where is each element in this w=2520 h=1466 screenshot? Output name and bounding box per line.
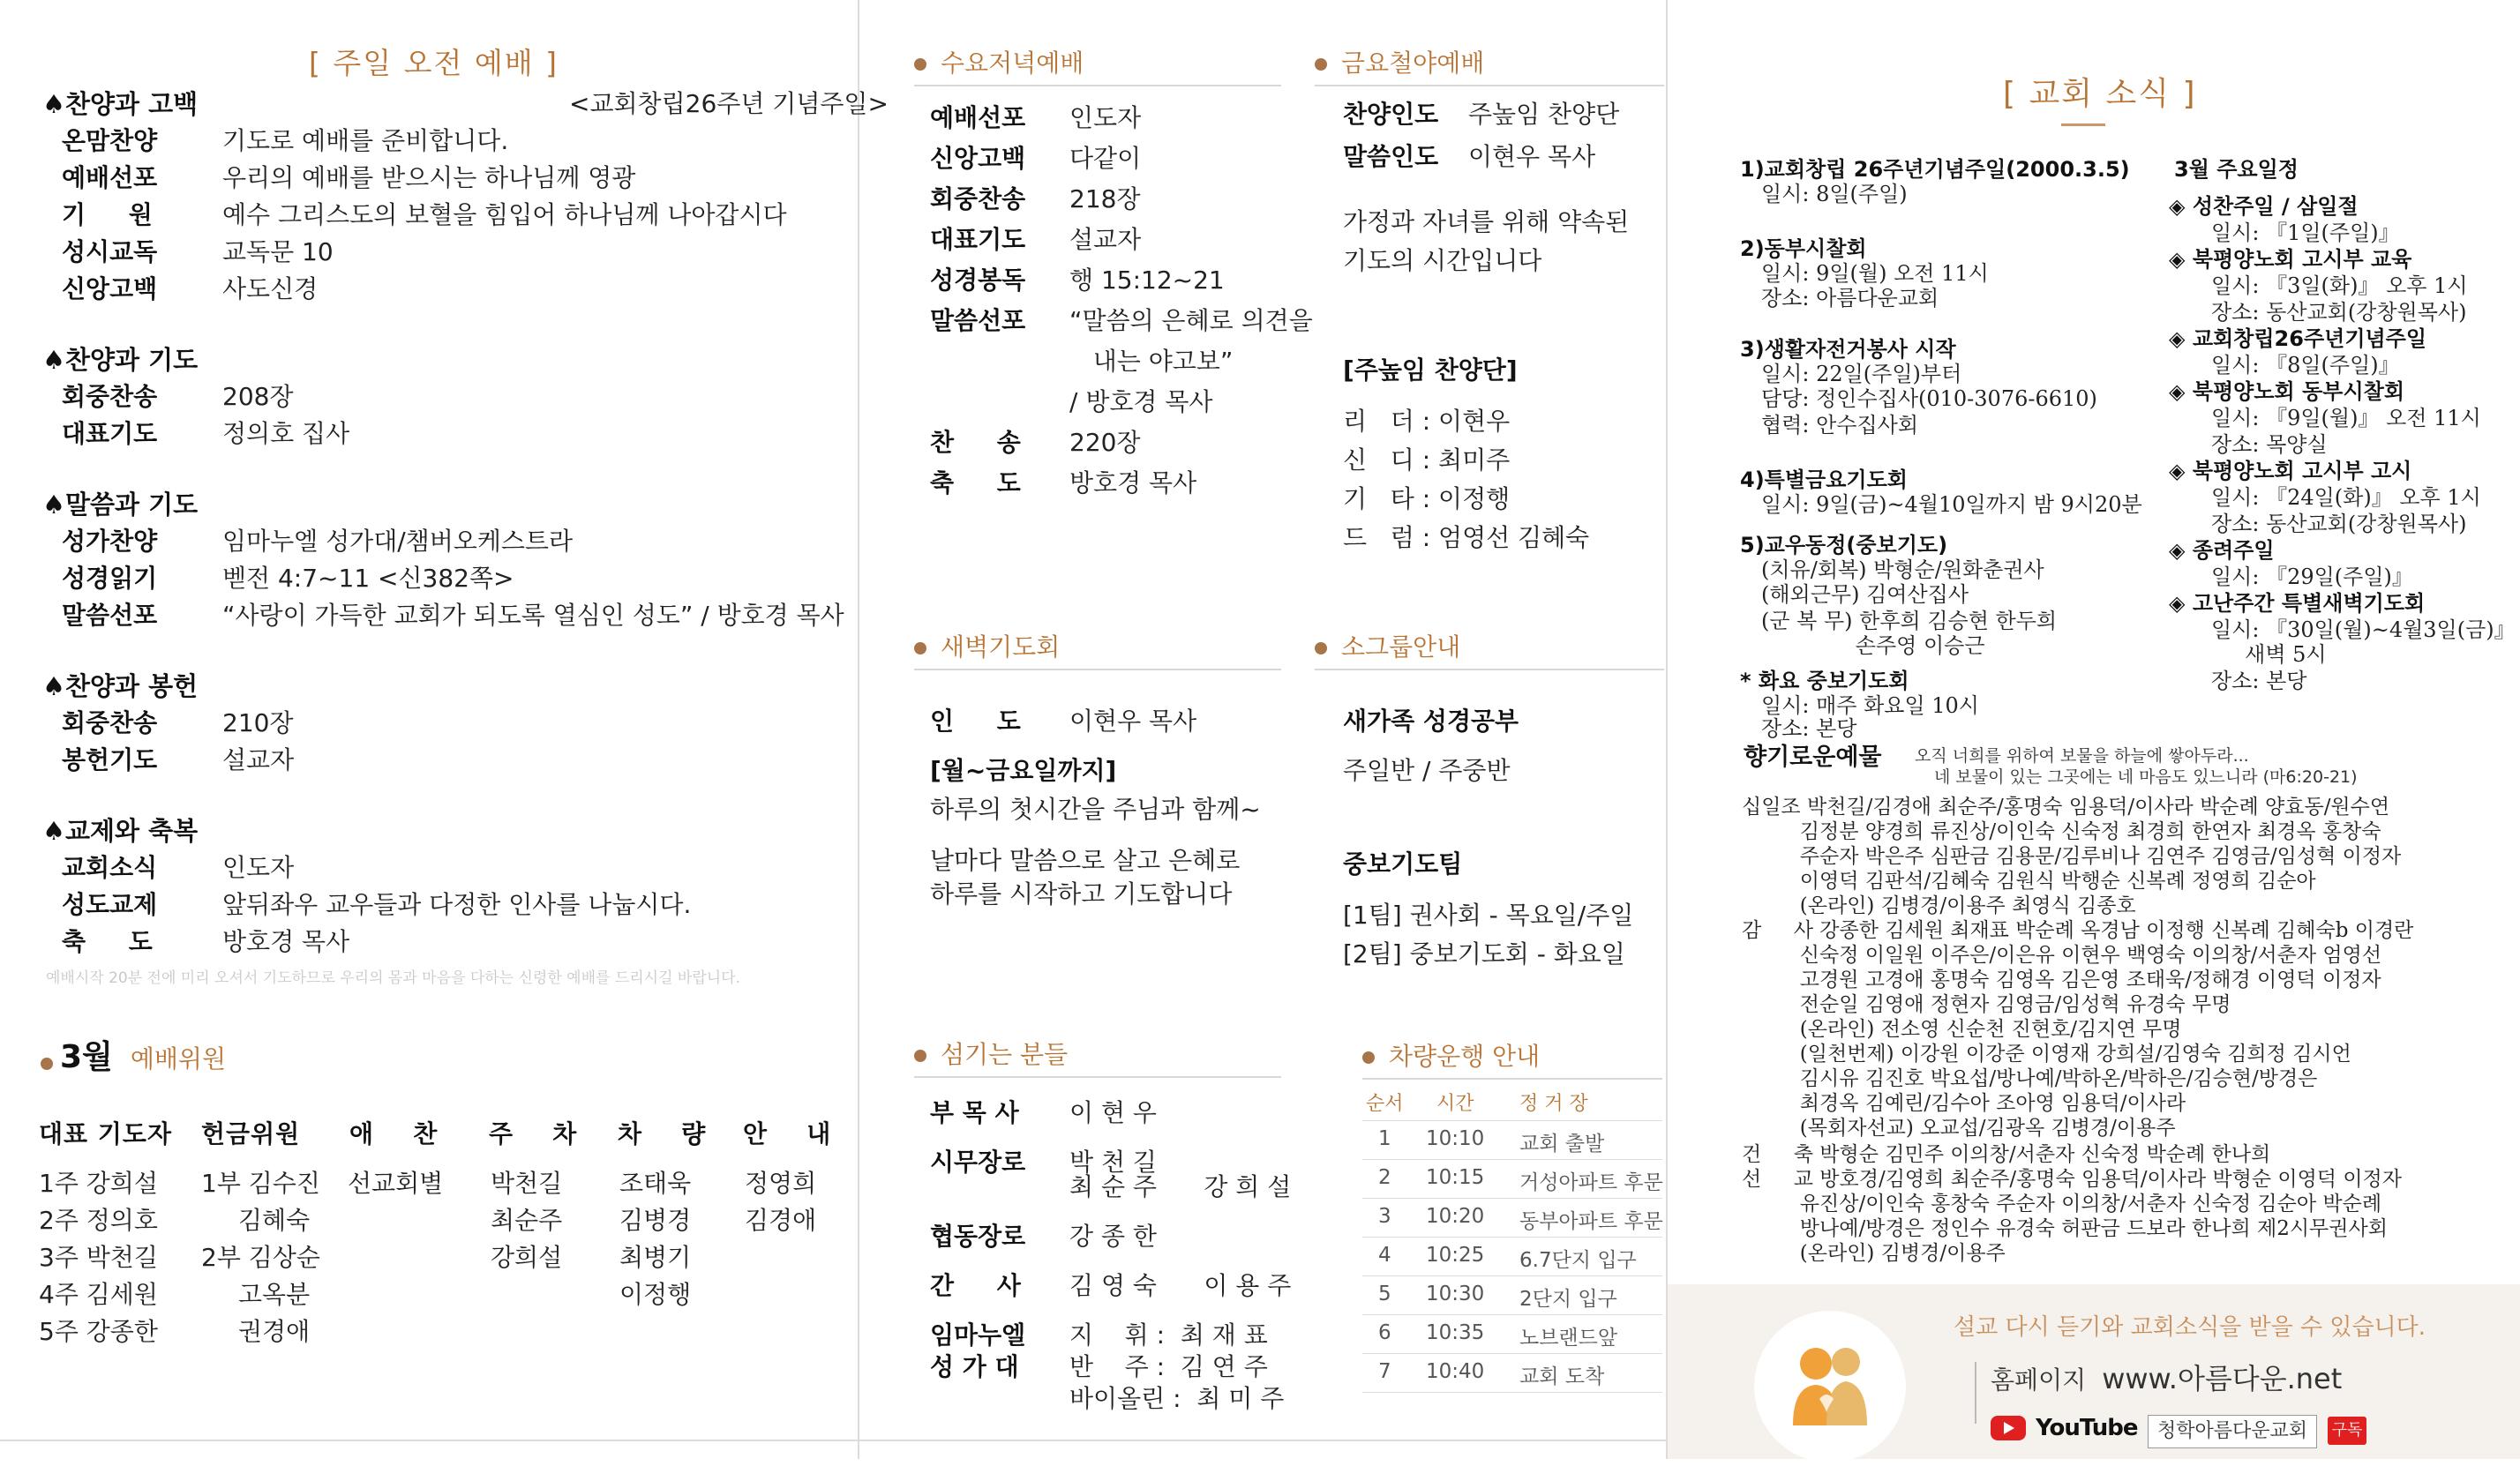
bus-cell: 10:20 — [1426, 1205, 1485, 1228]
prayer-team-title: 중보기도팀 — [1343, 849, 1463, 879]
news-item-line: 협력: 안수집사회 — [1761, 413, 1919, 438]
table-rule — [1362, 1159, 1662, 1160]
order-value: “사랑이 가득한 교회가 되도록 열심인 성도” / 방호경 목사 — [222, 601, 844, 630]
offering-line: 전순일 김영애 정현자 김영금/임성혁 유경숙 무명 — [1742, 993, 2231, 1016]
server-value: 최 순 주 강 희 설 — [1069, 1172, 1292, 1201]
order-value: 이현우 목사 — [1468, 142, 1596, 171]
news-item-line: 일시: 22일(주일)부터 — [1761, 362, 1962, 386]
duty-header: 애 찬 — [349, 1119, 441, 1148]
schedule-item-head: ◈ 북평양노회 동부시찰회 — [2169, 379, 2405, 404]
news-item-line: 일시: 매주 화요일 10시 — [1761, 693, 1979, 718]
footer-message: 설교 다시 듣기와 교회소식을 받을 수 있습니다. — [1954, 1314, 2426, 1341]
bible-study-text: 주일반 / 주중반 — [1343, 756, 1511, 785]
duty-header: 대표 기도자 — [39, 1119, 172, 1148]
family-logo-icon — [1754, 1311, 1906, 1462]
family-logo-graphic — [1754, 1311, 1906, 1462]
news-item-line: (해외근무) 김여산집사 — [1761, 582, 1969, 607]
section-rule — [1315, 85, 1664, 86]
server-value: 김 영 숙 이 용 주 — [1069, 1271, 1292, 1300]
order-label: 찬 송 — [930, 428, 1021, 457]
offering-verse: 오직 너희를 위하여 보물을 하늘에 쌓아두라... — [1915, 746, 2249, 766]
friday-desc: 기도의 시간입니다 — [1343, 246, 1542, 275]
order-label: 축 도 — [930, 468, 1021, 497]
duty-header: 안 내 — [743, 1119, 835, 1148]
order-value: 218장 — [1069, 184, 1141, 213]
servers-title: 섬기는 분들 — [941, 1040, 1069, 1069]
duty-cell: 2주 정의호 — [39, 1206, 158, 1235]
team-member: 리 더 : 이현우 — [1343, 407, 1511, 436]
news-item-line: (군 복 무) 한후희 김승현 한두희 — [1761, 609, 2058, 633]
order-label: 신앙고백 — [62, 274, 158, 303]
offering-line: 방나예/방경은 정인수 유경숙 허판금 드보라 한나희 제2시무권사회 — [1742, 1217, 2388, 1240]
order-value: 정의호 집사 — [222, 419, 350, 448]
subscribe-button[interactable]: 구독 — [2328, 1417, 2366, 1445]
table-rule — [1362, 1198, 1662, 1199]
table-rule — [1362, 1353, 1662, 1354]
duty-cell: 1부 김수진 — [201, 1169, 320, 1198]
bus-cell: 10:15 — [1426, 1166, 1485, 1189]
offering-line: 김시유 김진호 박요섭/방나예/박하온/박하은/김승현/방경은 — [1742, 1067, 2318, 1090]
order-label: 성도교제 — [62, 890, 158, 919]
bus-header: 정 거 장 — [1519, 1093, 1588, 1115]
bus-cell: 2 — [1378, 1166, 1391, 1189]
channel-name[interactable]: 청학아름다운교회 — [2148, 1415, 2317, 1448]
news-item-head: 5)교우동정(중보기도) — [1740, 533, 1948, 557]
server-value: 바이올린 : 최 미 주 — [1069, 1384, 1285, 1413]
duty-header: 주 차 — [489, 1119, 581, 1148]
bible-study-title: 새가족 성경공부 — [1343, 707, 1519, 736]
order-value: 우리의 예배를 받으시는 하나님께 영광 — [222, 163, 636, 192]
servers-heading — [914, 1036, 1068, 1071]
news-item-line: 담당: 정인수집사(010-3076-6610) — [1761, 386, 2097, 411]
order-label: 말씀선포 — [930, 306, 1026, 335]
schedule-item-line: 일시: 『24일(화)』 오후 1시 — [2211, 485, 2481, 510]
bus-cell: 10:35 — [1426, 1321, 1485, 1344]
bus-cell: 교회 출발 — [1519, 1133, 1605, 1156]
duty-cell: 고옥분 — [238, 1280, 311, 1309]
duty-header: 헌금위원 — [201, 1119, 301, 1148]
bus-cell: 동부아파트 후문 — [1519, 1210, 1663, 1233]
offering-line: 선 교 방호경/김영희 최순주/홍명숙 임용덕/이사라 박형순 이영덕 이정자 — [1742, 1168, 2402, 1191]
schedule-item-head: ◈ 종려주일 — [2169, 538, 2275, 563]
bus-cell: 6.7단지 입구 — [1519, 1249, 1637, 1272]
smallgroup-heading — [1315, 628, 1460, 663]
offering-line: 감 사 강종한 김세원 최재표 박순례 옥경남 이정행 신복례 김혜숙b 이경란 — [1742, 919, 2414, 942]
section-heading: ♠찬양과 봉헌 — [42, 671, 199, 701]
order-label: 성경읽기 — [62, 564, 158, 593]
column-divider-left — [858, 0, 859, 1459]
order-value: 벧전 4:7~11 <신382쪽> — [222, 564, 514, 593]
order-label: 대표기도 — [62, 419, 158, 448]
section-heading: ♠말씀과 기도 — [42, 490, 199, 520]
order-label: 대표기도 — [930, 225, 1026, 254]
bullet-dot — [41, 1058, 53, 1070]
team-member: 기 타 : 이정행 — [1343, 484, 1511, 513]
section-rule — [1362, 1078, 1662, 1080]
smallgroup-title: 소그룹안내 — [1341, 632, 1461, 662]
order-label: 말씀인도 — [1343, 142, 1439, 171]
server-label: 간 사 — [930, 1271, 1021, 1300]
bus-cell: 7 — [1378, 1360, 1391, 1383]
bus-title: 차량운행 안내 — [1389, 1042, 1541, 1071]
server-label: 성 가 대 — [930, 1352, 1019, 1381]
duty-cell: 김혜숙 — [238, 1206, 311, 1235]
offering-line: 주순자 박은주 심판금 김용문/김루비나 김연주 김영금/임성혁 이정자 — [1742, 845, 2402, 868]
team-member: 드 럼 : 엄영선 김혜숙 — [1343, 523, 1590, 552]
section-rule — [914, 669, 1281, 670]
order-label: 인 도 — [930, 707, 1021, 736]
order-value: 인도자 — [222, 853, 295, 882]
order-label: 봉헌기도 — [62, 745, 158, 774]
bus-cell: 10:25 — [1426, 1244, 1485, 1267]
bus-header: 순서 — [1366, 1093, 1404, 1115]
offering-line: 김정분 양경희 류진상/이인숙 신숙정 최경희 한연자 최경옥 홍창숙 — [1742, 820, 2381, 843]
bus-cell: 10:30 — [1426, 1283, 1485, 1305]
duty-cell: 김병경 — [619, 1206, 692, 1235]
order-value: 인도자 — [1069, 103, 1142, 132]
order-label: 교회소식 — [62, 853, 158, 882]
occasion-label: <교회창립26주년 기념주일> — [569, 89, 889, 118]
schedule-item-line: 일시: 『9일(월)』 오전 11시 — [2211, 406, 2481, 430]
server-label: 임마누엘 — [930, 1320, 1026, 1350]
order-label: 성시교독 — [62, 237, 158, 266]
title-underline — [2061, 123, 2105, 126]
offering-line: (온라인) 김병경/이용주 최영식 김종호 — [1742, 894, 2136, 917]
order-value: 예수 그리스도의 보혈을 힘입어 하나님께 나아갑시다 — [222, 200, 787, 229]
news-title: [ 교회 소식 ] — [2003, 76, 2197, 112]
order-label: 예배선포 — [62, 163, 158, 192]
schedule-item-head: ◈ 교회창립26주년기념주일 — [2169, 326, 2427, 351]
order-value: 앞뒤좌우 교우들과 다정한 인사를 나눕시다. — [222, 890, 692, 919]
section-rule — [1315, 669, 1664, 670]
order-label: 성경봉독 — [930, 266, 1026, 295]
friday-title: 금요철야예배 — [1341, 49, 1485, 78]
schedule-item-line: 일시: 『8일(주일)』 — [2211, 353, 2400, 378]
news-item-line: 장소: 아름다운교회 — [1761, 286, 1939, 310]
bullet-dot — [914, 642, 926, 654]
server-value: 박 천 길 — [1069, 1148, 1157, 1177]
bus-cell: 10:40 — [1426, 1360, 1485, 1383]
order-label: 온맘찬양 — [62, 126, 158, 155]
bus-cell: 6 — [1378, 1321, 1391, 1344]
order-label: 축 도 — [62, 927, 153, 956]
duty-cell: 최순주 — [491, 1206, 563, 1235]
bullet-dot — [914, 58, 926, 71]
duty-cell: 1주 강희설 — [39, 1169, 158, 1198]
offering-line: (온라인) 전소영 신순천 진현호/김지연 무명 — [1742, 1018, 2182, 1041]
duty-cell: 4주 김세원 — [39, 1280, 158, 1309]
section-rule — [914, 1076, 1281, 1078]
prayer-team: [1팀] 권사회 - 목요일/주일 — [1343, 901, 1634, 930]
dawn-line: 하루의 첫시간을 주님과 함께~ — [930, 795, 1261, 824]
bullet-dot — [1362, 1051, 1375, 1064]
order-value: “말씀의 은혜로 의견을 — [1069, 306, 1313, 335]
homepage-link[interactable] — [1991, 1357, 2342, 1397]
duty-cell: 5주 강종한 — [39, 1317, 158, 1346]
schedule-item-head: ◈ 북평양노회 고시부 교육 — [2169, 247, 2412, 272]
prayer-team: [2팀] 중보기도회 - 화요일 — [1343, 939, 1625, 969]
order-value: 임마누엘 성가대/챔버오케스트라 — [222, 527, 574, 556]
homepage-label: 홈페이지 — [1991, 1365, 2087, 1395]
team-title: [주높임 찬양단] — [1343, 355, 1518, 385]
news-item-head: * 화요 중보기도회 — [1740, 669, 1909, 693]
order-label: 기 원 — [62, 200, 153, 229]
news-item-line: 일시: 9일(금)~4월10일까지 밤 9시20분 — [1761, 492, 2142, 517]
table-rule — [1362, 1120, 1662, 1121]
section-heading: ♠찬양과 고백 — [42, 89, 199, 119]
schedule-item-line: 일시: 『29일(주일)』 — [2211, 565, 2413, 589]
sunday-worship-title: [ 주일 오전 예배 ] — [309, 46, 559, 80]
order-value: / 방호경 목사 — [1069, 387, 1213, 416]
order-value: 행 15:12~21 — [1069, 266, 1225, 295]
order-label: 찬양인도 — [1343, 100, 1439, 129]
server-value: 이 현 우 — [1069, 1098, 1157, 1127]
duty-cell: 선교회별 — [348, 1169, 444, 1198]
order-label: 예배선포 — [930, 103, 1026, 132]
bus-cell: 5 — [1378, 1283, 1391, 1305]
bottom-rule — [0, 1440, 1668, 1441]
bus-cell: 1 — [1378, 1127, 1391, 1150]
offering-line: 유진상/이인숙 홍창숙 주순자 이의창/서춘자 신숙정 김순아 박순례 — [1742, 1193, 2382, 1215]
bus-cell: 교회 도착 — [1519, 1365, 1605, 1388]
order-value: 교독문 10 — [222, 237, 334, 266]
duty-heading — [41, 1032, 226, 1077]
news-item-line: 일시: 9일(월) 오전 11시 — [1761, 261, 1989, 286]
offering-line: 신숙정 이일원 이주은/이은유 이현우 백영숙 이의창/서춘자 엄영선 — [1742, 944, 2382, 967]
schedule-item-head: ◈ 고난주간 특별새벽기도회 — [2169, 591, 2426, 616]
order-label: 신앙고백 — [930, 144, 1026, 173]
order-label: 말씀선포 — [62, 601, 158, 630]
duty-cell: 조태욱 — [619, 1169, 692, 1198]
dawn-line: 하루를 시작하고 기도합니다 — [930, 879, 1233, 909]
order-label: 성가찬양 — [62, 527, 158, 556]
column-divider-right — [1666, 0, 1668, 1459]
order-value: 210장 — [222, 708, 294, 737]
news-item-line: 일시: 8일(주일) — [1761, 182, 1908, 206]
offering-line: 이영덕 김판석/김혜숙 김원식 박행순 신복례 정영희 김순아 — [1742, 870, 2316, 893]
table-rule — [1362, 1392, 1662, 1393]
news-item-line: 손주영 이승근 — [1761, 633, 1985, 658]
schedule-item-line: 일시: 『30일(월)~4월3일(금)』 — [2211, 617, 2516, 642]
news-item-head: 2)동부시찰회 — [1740, 236, 1867, 261]
bus-heading — [1362, 1037, 1540, 1073]
news-item-head: 4)특별금요기도회 — [1740, 467, 1908, 492]
friday-desc: 가정과 자녀를 위해 약속된 — [1343, 207, 1630, 236]
bus-cell: 2단지 입구 — [1519, 1288, 1617, 1311]
news-item-line: 장소: 본당 — [1761, 716, 1857, 741]
duty-cell: 권경애 — [238, 1317, 311, 1346]
schedule-item-line: 장소: 본당 — [2211, 669, 2307, 693]
table-rule — [1362, 1237, 1662, 1238]
order-label: 회중찬송 — [930, 184, 1026, 213]
wednesday-title: 수요저녁예배 — [941, 49, 1084, 78]
bullet-dot — [914, 1050, 926, 1062]
table-rule — [1362, 1275, 1662, 1276]
bus-cell: 4 — [1378, 1244, 1391, 1267]
dawn-period: [월~금요일까지] — [930, 756, 1117, 785]
duty-cell: 정영희 — [745, 1169, 817, 1198]
youtube-label: YouTube — [2036, 1415, 2138, 1441]
order-value: 방호경 목사 — [222, 927, 350, 956]
server-label: 시무장로 — [930, 1148, 1026, 1177]
order-value: 다같이 — [1069, 144, 1142, 173]
youtube-logo[interactable] — [1991, 1415, 2138, 1441]
offering-line: 최경옥 김예린/김수아 조아영 임용덕/이사라 — [1742, 1092, 2186, 1115]
homepage-url[interactable]: www.아름다운.net — [2102, 1362, 2343, 1395]
offering-line: 십일조 박천길/김경애 최순주/홍명숙 임용덕/이사라 박순례 양효동/원수연 — [1742, 796, 2390, 819]
table-rule — [1362, 1314, 1662, 1315]
schedule-item-line: 장소: 동산교회(강창원목사) — [2211, 512, 2467, 536]
schedule-item-head: ◈ 북평양노회 고시부 고시 — [2169, 459, 2412, 483]
duty-cell: 최병기 — [619, 1243, 692, 1272]
schedule-title: 3월 주요일정 — [2174, 157, 2299, 182]
friday-heading — [1315, 44, 1484, 79]
team-member: 신 디 : 최미주 — [1343, 445, 1511, 475]
dawn-line: 날마다 말씀으로 살고 은혜로 — [930, 846, 1241, 875]
duty-title: 예배위원 — [130, 1044, 227, 1073]
server-label: 협동장로 — [930, 1222, 1026, 1251]
duty-cell: 김경애 — [745, 1206, 817, 1235]
news-item-line: (치유/회복) 박형순/원화춘권사 — [1761, 557, 2044, 582]
order-label: 회중찬송 — [62, 708, 158, 737]
section-heading: ♠교제와 축복 — [42, 816, 199, 846]
server-value: 반 주 : 김 연 주 — [1069, 1352, 1268, 1381]
section-heading: ♠찬양과 기도 — [42, 345, 199, 375]
order-label: 회중찬송 — [62, 382, 158, 411]
duty-cell: 박천길 — [491, 1169, 563, 1198]
offering-line: (목회자선교) 오교섭/김광옥 김병경/이용주 — [1742, 1117, 2176, 1140]
order-value: 설교자 — [222, 745, 295, 774]
offering-line: (온라인) 김병경/이용주 — [1742, 1242, 2006, 1265]
schedule-item-line: 장소: 목양실 — [2211, 432, 2328, 457]
duty-month: 3월 — [60, 1039, 113, 1075]
order-value: 설교자 — [1069, 225, 1142, 254]
order-value: 주높임 찬양단 — [1468, 100, 1620, 129]
news-item-head: 3)생활자전거봉사 시작 — [1740, 337, 1956, 362]
schedule-item-line: 일시: 『1일(주일)』 — [2211, 221, 2400, 245]
server-value: 강 종 한 — [1069, 1222, 1157, 1251]
bullet-dot — [1315, 58, 1327, 71]
dawn-heading — [914, 628, 1060, 663]
order-value: 방호경 목사 — [1069, 468, 1197, 497]
duty-cell: 2부 김상순 — [201, 1243, 320, 1272]
schedule-item-line: 장소: 동산교회(강창원목사) — [2211, 300, 2467, 325]
worship-notice: 예배시작 20분 전에 미리 오셔서 기도하므로 우리의 몸과 마음을 다하는 신령한 예배를 드리시길 바랍니다. — [46, 969, 741, 987]
bus-cell: 노브랜드앞 — [1519, 1327, 1618, 1350]
schedule-item-line: 새벽 5시 — [2211, 642, 2327, 667]
server-label: 부 목 사 — [930, 1098, 1019, 1127]
offering-line: 건 축 박형순 김민주 이의창/서춘자 신숙정 박순례 한나희 — [1742, 1143, 2271, 1166]
section-rule — [914, 85, 1281, 86]
order-value: 이현우 목사 — [1069, 707, 1197, 736]
offering-line: (일천번제) 이강원 이강준 이영재 강희설/김영숙 김희정 김시언 — [1742, 1043, 2351, 1066]
footer-divider — [1975, 1362, 1976, 1424]
bus-cell: 10:10 — [1426, 1127, 1485, 1150]
bullet-dot — [1315, 642, 1327, 654]
duty-cell: 이정행 — [619, 1280, 692, 1309]
bus-cell: 3 — [1378, 1205, 1391, 1228]
offering-line: 고경원 고경애 홍명숙 김영옥 김은영 조태욱/정해경 이영덕 이정자 — [1742, 969, 2381, 991]
order-value: 220장 — [1069, 428, 1141, 457]
dawn-title: 새벽기도회 — [941, 632, 1061, 662]
order-value: 사도신경 — [222, 274, 319, 303]
youtube-play-icon — [1991, 1416, 2026, 1440]
order-value: 208장 — [222, 382, 294, 411]
duty-header: 차 량 — [618, 1119, 709, 1148]
schedule-item-head: ◈ 성찬주일 / 삼일절 — [2169, 194, 2359, 219]
offering-title: 향기로운예물 — [1744, 744, 1882, 771]
order-value: 기도로 예배를 준비합니다. — [222, 126, 509, 155]
server-value: 지 휘 : 최 재 표 — [1069, 1320, 1268, 1350]
news-item-head: 1)교회창립 26주년기념주일(2000.3.5) — [1740, 157, 2130, 182]
duty-cell: 강희설 — [491, 1243, 563, 1272]
wednesday-heading — [914, 44, 1084, 79]
schedule-item-line: 일시: 『3일(화)』 오후 1시 — [2211, 273, 2468, 298]
bus-header: 시간 — [1436, 1093, 1474, 1115]
bus-cell: 거성아파트 후문 — [1519, 1171, 1663, 1194]
order-value: 내는 야고보” — [1069, 347, 1234, 376]
offering-verse: 네 보물이 있는 그곳에는 네 마음도 있느니라 (마6:20-21) — [1934, 767, 2358, 787]
duty-cell: 3주 박천길 — [39, 1243, 158, 1272]
